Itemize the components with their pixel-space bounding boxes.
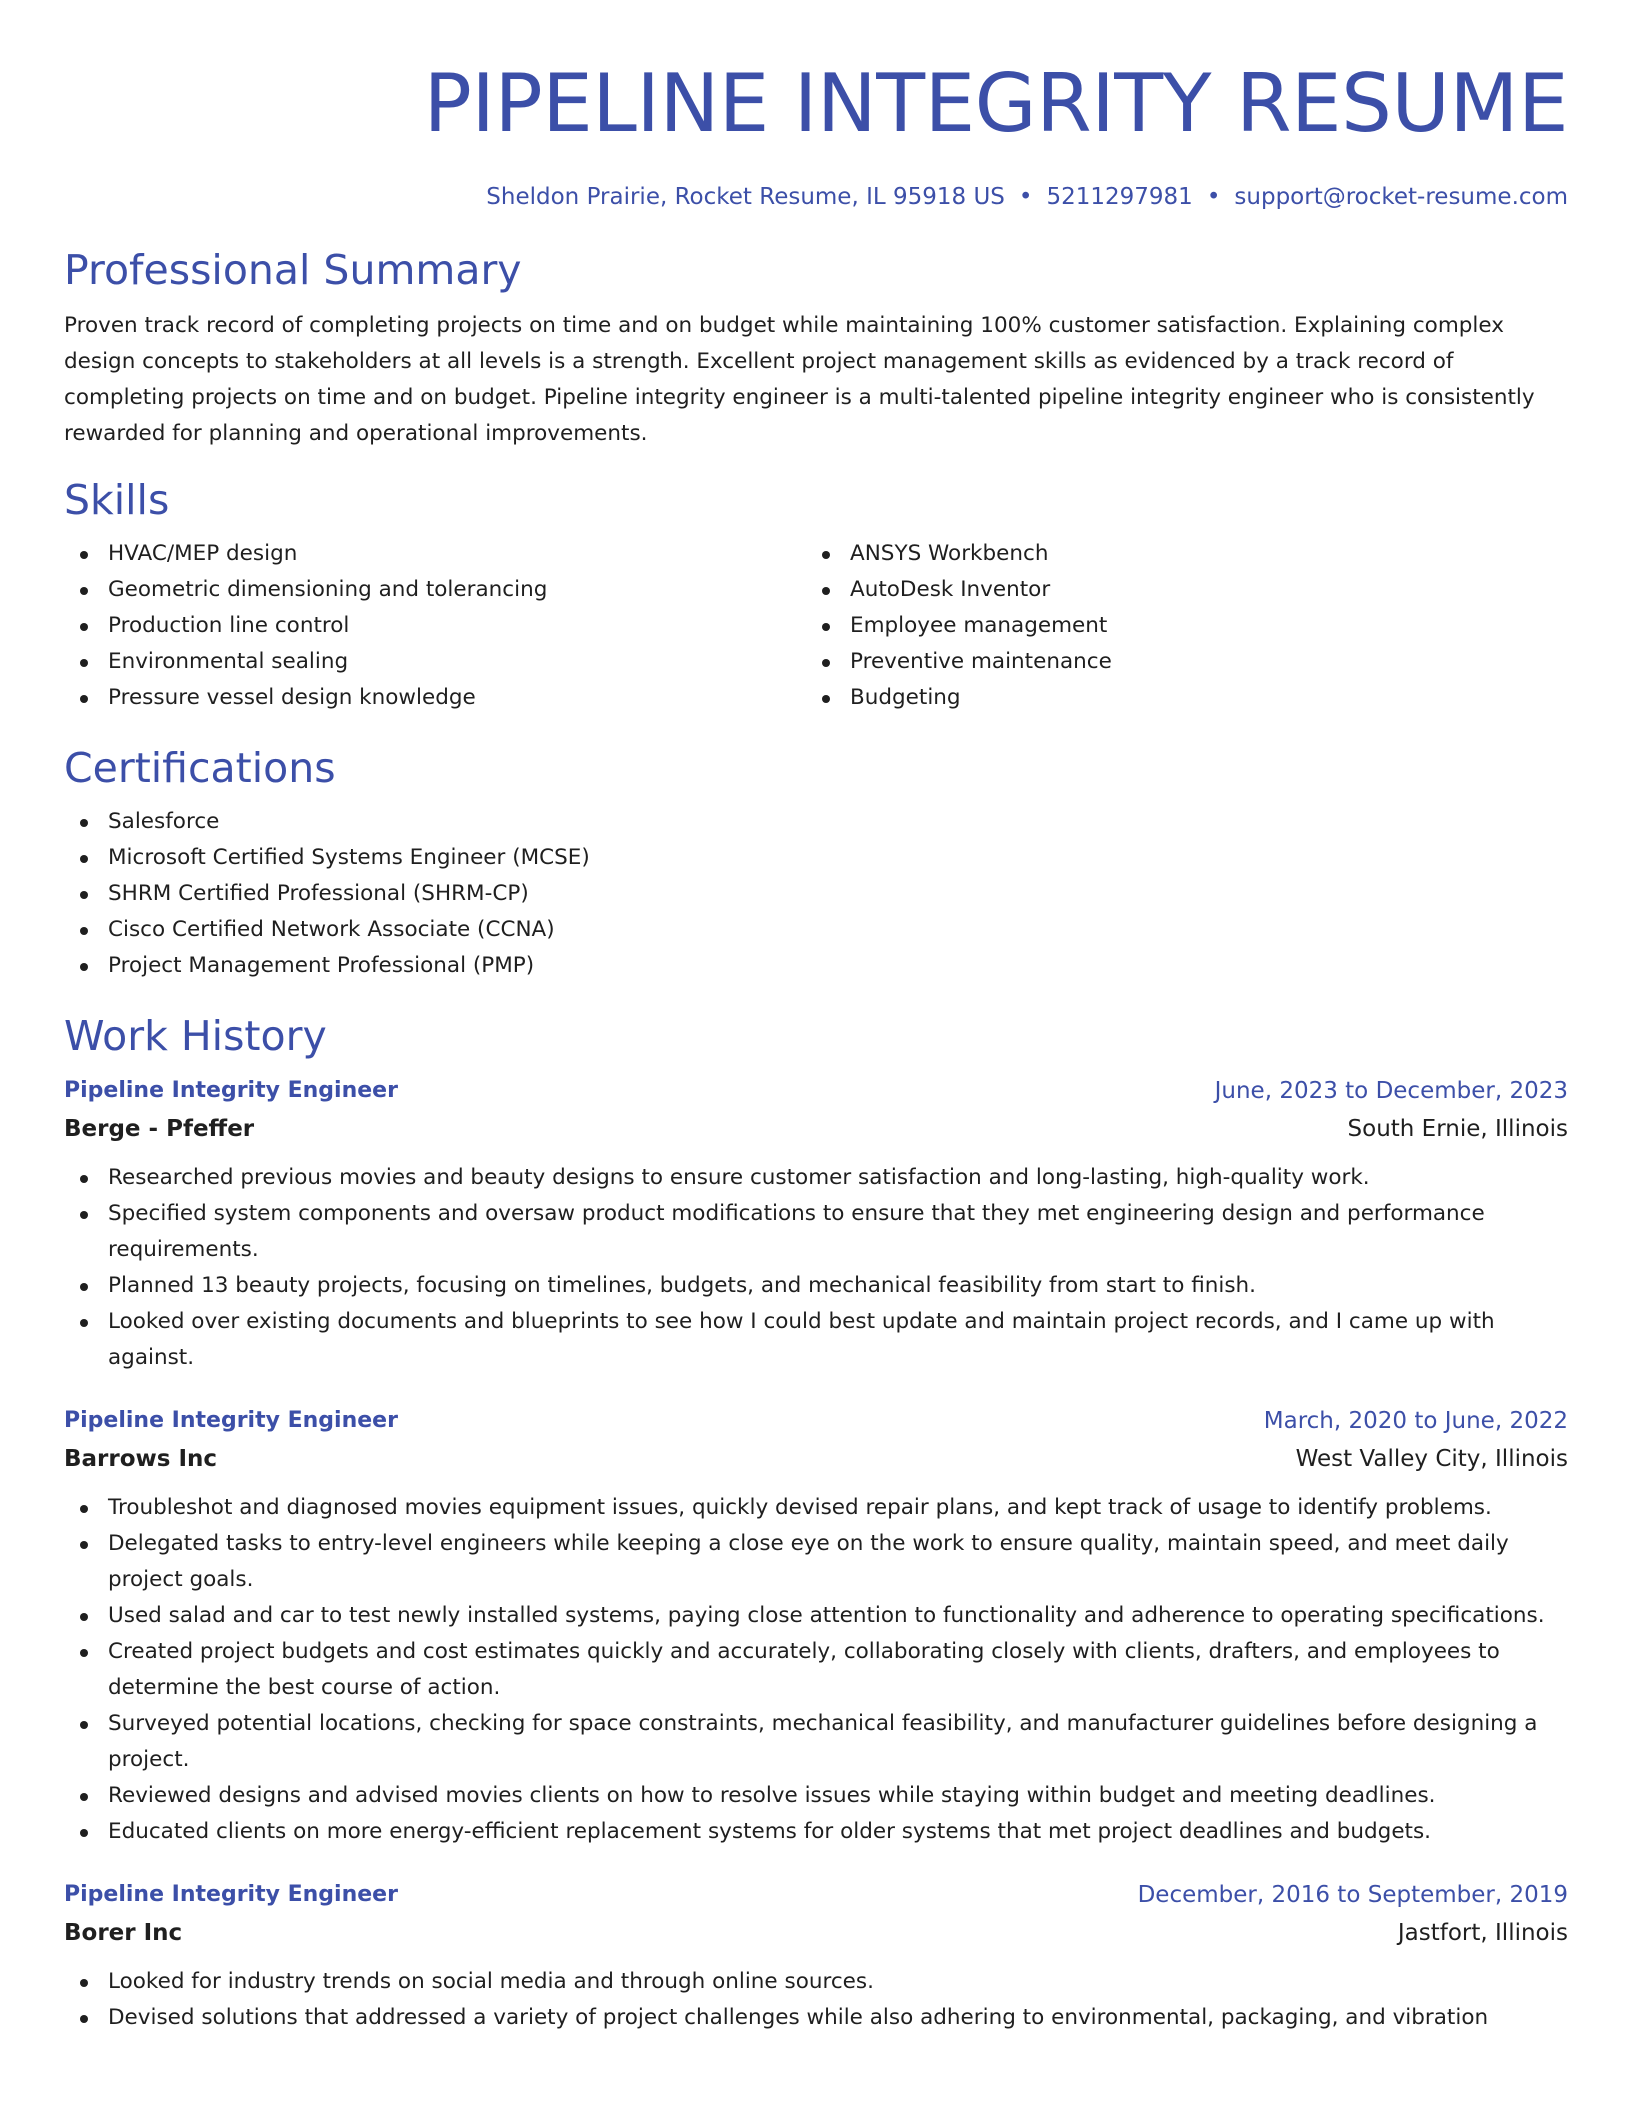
skill-item: Production line control [64,608,806,644]
resume-page [64,0,1568,2036]
job-bullet: Created project budgets and cost estimates quickly and accurately, collaborating closely with clients, drafters, and employees to determine the best course of action. [64,1634,1568,1706]
job-bullets [64,1964,1568,2036]
skill-item: Preventive maintenance [806,644,1548,680]
job-title: Pipeline Integrity Engineer [64,1078,398,1103]
job-title-row [64,1876,1568,1914]
job-dates: June, 2023 to December, 2023 [1214,1078,1568,1104]
job-bullet: Researched previous movies and beauty designs to ensure customer satisfaction and long-lasting, high-quality work. [64,1160,1568,1196]
job-title: Pipeline Integrity Engineer [64,1882,398,1907]
job-bullet: Surveyed potential locations, checking for space constraints, mechanical feasibility, and manufacturer guidelines before designing a project. [64,1706,1568,1778]
skill-item: Pressure vessel design knowledge [64,680,806,716]
skill-item: ANSYS Workbench [806,536,1548,572]
job-company: Borer Inc [64,1920,183,1946]
resume-title: PIPELINE INTEGRITY RESUME [423,57,1568,150]
skills-list-right [806,536,1548,716]
skill-item: Geometric dimensioning and tolerancing [64,572,806,608]
work-history-section [64,1010,1568,2036]
job-title-row [64,1072,1568,1110]
skills-list-left [64,536,806,716]
skill-item: AutoDesk Inventor [806,572,1548,608]
job-title: Pipeline Integrity Engineer [64,1408,398,1433]
job-company: Barrows Inc [64,1446,218,1472]
job-bullet: Used salad and car to test newly installed systems, paying close attention to functionality and adherence to operating specifications. [64,1598,1568,1634]
job-bullet: Devised solutions that addressed a variety of project challenges while also adhering to environmental, packaging, and vibration [64,2000,1568,2036]
job-company-row [64,1914,1568,1952]
certification-item: Salesforce [64,804,1568,840]
job-bullet: Reviewed designs and advised movies clients on how to resolve issues while staying within budget and meeting deadlines. [64,1778,1568,1814]
job-bullets [64,1160,1568,1376]
job-entry [64,1072,1568,1376]
certifications-section [64,742,1568,984]
job-location: South Ernie, Illinois [1347,1116,1568,1142]
contact-separator: • [1018,184,1033,210]
certification-item: SHRM Certified Professional (SHRM-CP) [64,876,1568,912]
work-history-heading: Work History [64,1012,327,1060]
job-dates: March, 2020 to June, 2022 [1263,1408,1568,1434]
job-company-row [64,1440,1568,1478]
job-bullets [64,1490,1568,1850]
job-bullet: Troubleshot and diagnosed movies equipment issues, quickly devised repair plans, and kept track of usage to identify problems. [64,1490,1568,1526]
certifications-heading: Certifications [64,744,336,792]
summary-heading: Professional Summary [64,246,522,294]
job-bullet: Looked for industry trends on social media and through online sources. [64,1964,1568,2000]
contact-line [64,182,1568,212]
contact-email[interactable]: support@rocket-resume.com [1234,184,1568,210]
skill-item: HVAC/MEP design [64,536,806,572]
skills-heading: Skills [64,476,170,524]
job-bullet: Specified system components and oversaw product modifications to ensure that they met engineering design and performance requirements. [64,1196,1568,1268]
certification-item: Cisco Certified Network Associate (CCNA) [64,912,1568,948]
job-entry [64,1876,1568,2036]
skill-item: Employee management [806,608,1548,644]
certifications-list [64,804,1568,984]
skill-item: Budgeting [806,680,1548,716]
job-bullet: Delegated tasks to entry-level engineers while keeping a close eye on the work to ensure quality, maintain speed, and meet daily project goals. [64,1526,1568,1598]
job-company: Berge - Pfeffer [64,1116,255,1142]
job-company-row [64,1110,1568,1148]
job-bullet: Educated clients on more energy-efficient replacement systems for older systems that met project deadlines and budgets. [64,1814,1568,1850]
summary-text: Proven track record of completing projects on time and on budget while maintaining 100% customer satisfaction. Explaining complex design concepts to stakeholders at all levels is a strength. Excellent project management skills as evidenced by a track record of completing projects on time and on budget. Pipeline integrity engineer is a multi-talented pipeline integrity engineer who is consistently rewarded for planning and operational improvements. [64,313,1535,446]
job-title-row [64,1402,1568,1440]
certification-item: Microsoft Certified Systems Engineer (MCSE) [64,840,1568,876]
job-location: West Valley City, Illinois [1295,1446,1568,1472]
job-bullet: Looked over existing documents and blueprints to see how I could best update and maintain project records, and I came up with against. [64,1304,1568,1376]
contact-phone: 5211297981 [1046,184,1193,210]
skills-section [64,474,1568,716]
contact-separator: • [1206,184,1221,210]
job-entry [64,1402,1568,1850]
job-bullet: Planned 13 beauty projects, focusing on timelines, budgets, and mechanical feasibility from start to finish. [64,1268,1568,1304]
skills-columns [64,526,1568,716]
certification-item: Project Management Professional (PMP) [64,948,1568,984]
contact-address: Sheldon Prairie, Rocket Resume, IL 95918 US [486,184,1005,210]
skill-item: Environmental sealing [64,644,806,680]
job-dates: December, 2016 to September, 2019 [1137,1882,1568,1908]
job-location: Jastfort, Illinois [1397,1920,1568,1946]
summary-section [64,244,1568,452]
